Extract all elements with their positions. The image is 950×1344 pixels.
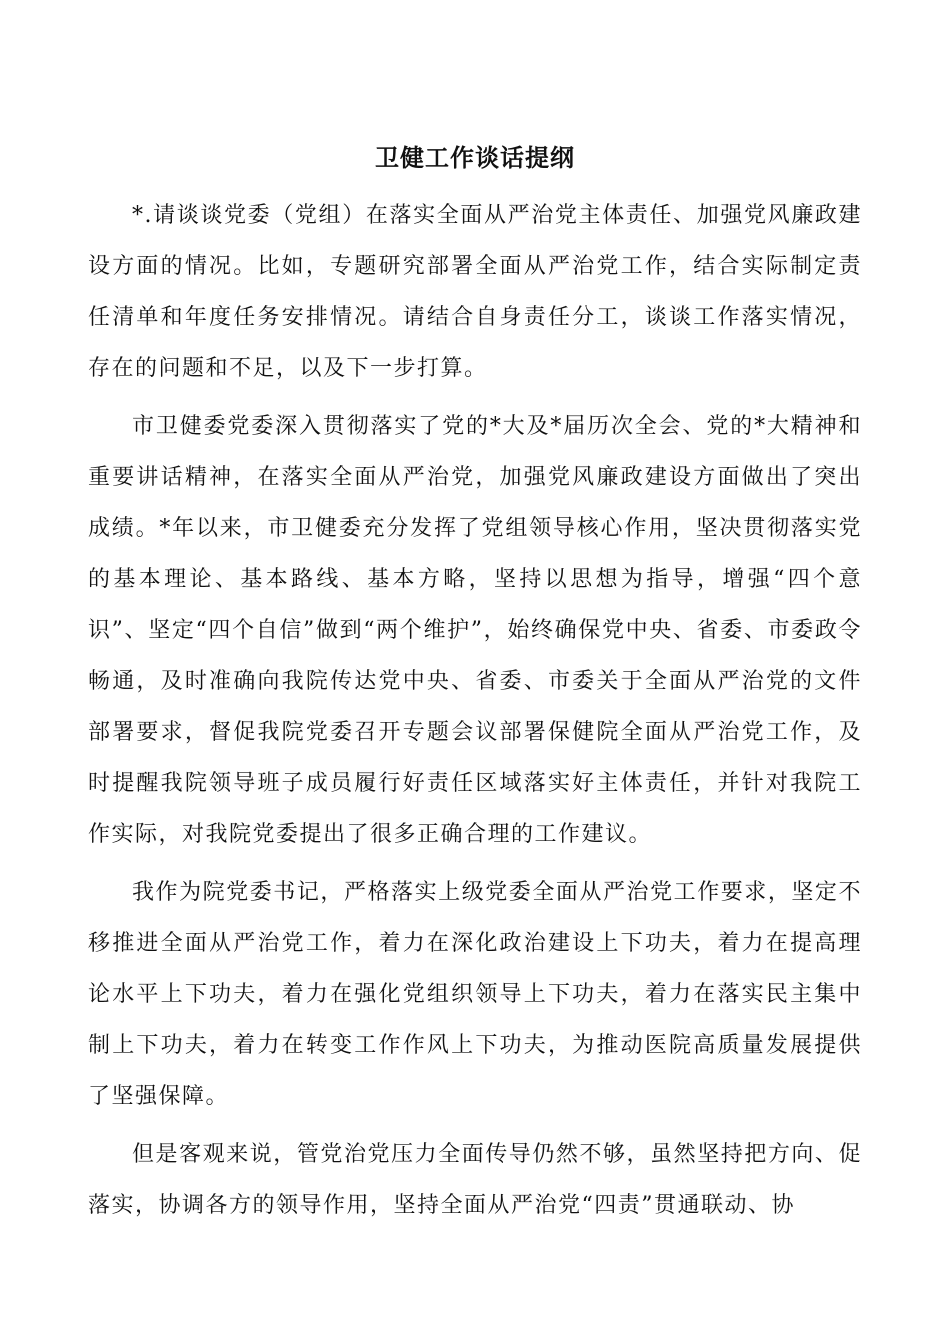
paragraph-4: 但是客观来说，管党治党压力全面传导仍然不够，虽然坚持把方向、促落实，协调各方的领导作用，坚持全面从严治党“四责”贯通联动、协 (88, 1142, 862, 1218)
document-title: 卫健工作谈话提纲 (375, 143, 575, 172)
document-body (88, 190, 862, 1238)
paragraph-3: 我作为院党委书记，严格落实上级党委全面从严治党工作要求，坚定不移推进全面从严治党工作，着力在深化政治建设上下功夫，着力在提高理论水平上下功夫，着力在强化党组织领导上下功夫，着力在落实民主集中制上下功夫，着力在转变工作作风上下功夫，为推动医院高质量发展提供了坚强保障。 (88, 880, 862, 1109)
paragraph-2: 市卫健委党委深入贯彻落实了党的*大及*届历次全会、党的*大精神和重要讲话精神，在落实全面从严治党，加强党风廉政建设方面做出了突出成绩。*年以来，市卫健委充分发挥了党组领导核心作用，坚决贯彻落实党的基本理论、基本路线、基本方略，坚持以思想为指导，增强“四个意识”、坚定“四个自信”做到“两个维护”，始终确保党中央、省委、市委政令畅通，及时准确向我院传达党中央、省委、市委关于全面从严治党的文件部署要求，督促我院党委召开专题会议部署保健院全面从严治党工作，及时提醒我院领导班子成员履行好责任区域落实好主体责任，并针对我院工作实际，对我院党委提出了很多正确合理的工作建议。 (88, 414, 862, 847)
paragraph-1: *.请谈谈党委（党组）在落实全面从严治党主体责任、加强党风廉政建设方面的情况。比如，专题研究部署全面从严治党工作，结合实际制定责任清单和年度任务安排情况。请结合自身责任分工，谈谈工作落实情况，存在的问题和不足，以及下一步打算。 (88, 203, 862, 381)
